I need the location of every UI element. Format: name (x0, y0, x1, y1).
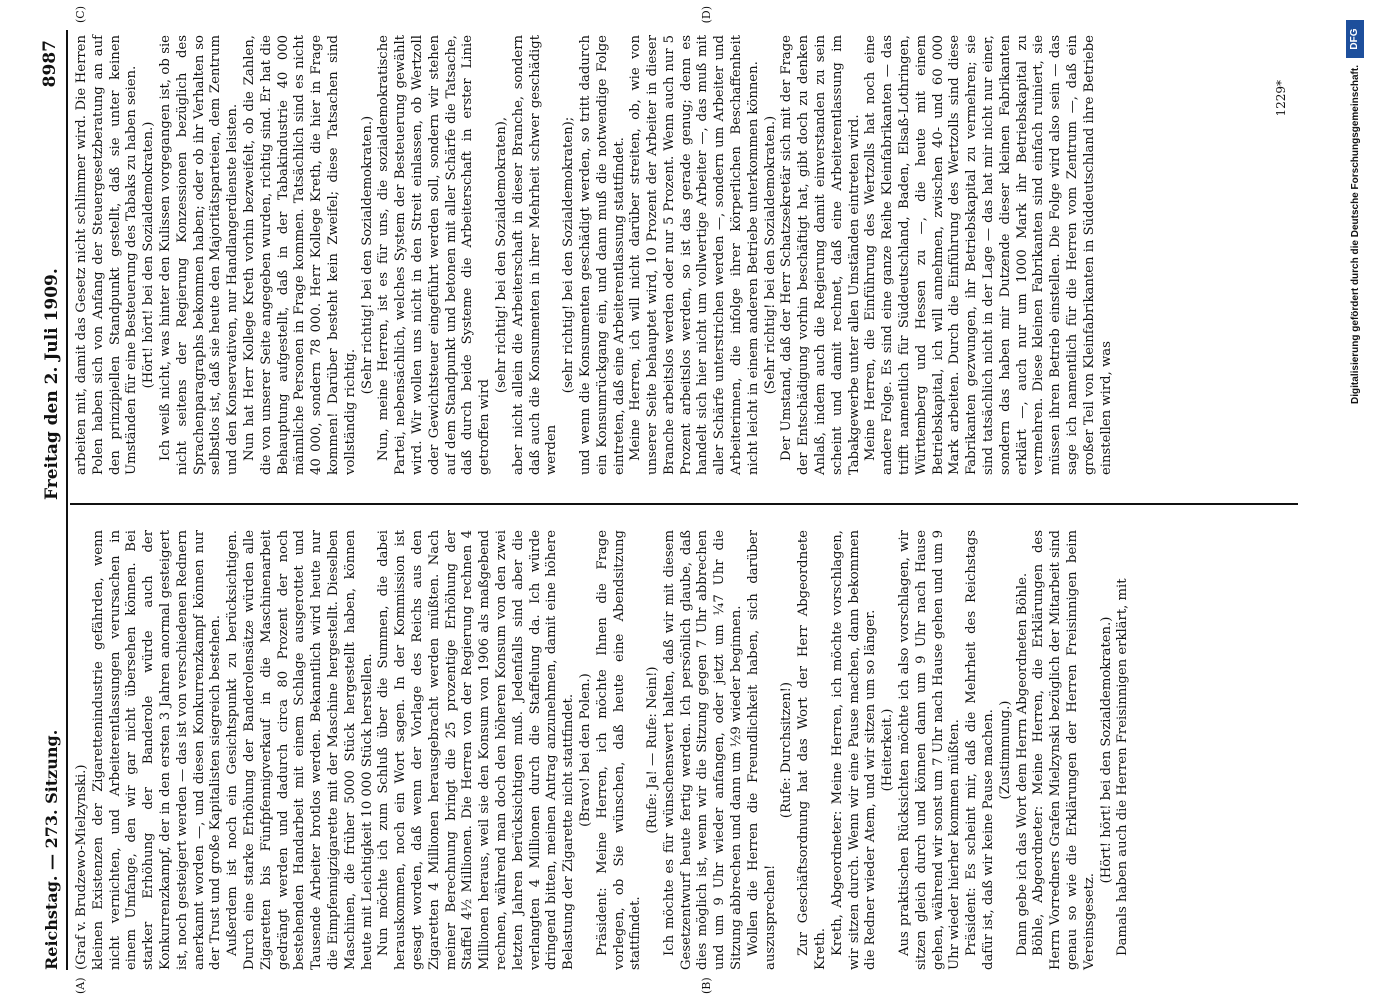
paragraph: Außerdem ist noch ein Gesichtspunkt zu berücksichtigen. Durch eine starke Erhöhung der Banderolensätze würden alle Zigaretten bis Fünfpfennigverkauf in die Maschinenarbeit gedrängt werden und dadurch circa 80 Prozent der noch bestehenden Handarbeit mit einem Schlage ausgerottet und Tausende Arbeiter brotlos werden. Bekanntlich wird heute nur die Eimpfennigzigarette mit der Maschine hergestellt. Dieselben Maschinen, die früher 5000 Stück hergestellt haben, können heute mit Leichtigkeit 10 000 Stück herstellen. (225, 530, 375, 970)
interjection: (Hört! hört! bei den Sozialdemokraten.) (1098, 616, 1114, 884)
paragraph: Damals haben auch die Herren Freisinnigen erklärt, mit (1115, 578, 1131, 956)
interjection: (Zustimmung.) (997, 700, 1013, 800)
paragraph: Böhle, Abgeordneter: Meine Herren, die Erklärungen des Herrn Vorredners Grafen Mielzynski bezüglich der Mitarbeit sind genau so wie die Erklärungen der Herren Freisinnigen beim Vereinsgesetz. (1031, 530, 1097, 970)
paragraph: Ich weiß nicht, was hinter den Kulissen vorgegangen ist, ob sie nicht seitens der Regierung Konzessionen bezüglich des Sprachenparagraphs bekommen haben; oder ob ihr Verhalten so selbstlos ist, daß sie heute den Majoritätsparteien, dem Zentrum und den Konservativen, nur Handlangerdienste leisten. (157, 35, 241, 475)
interjection: (Bravo! bei den Polen.) (577, 673, 593, 827)
header-date: Freitag den 2. Juli 1909. (42, 268, 62, 500)
header-left: Reichstag. — 273. Sitzung. (42, 729, 61, 970)
left-column (74, 530, 1132, 970)
paragraph: Dann gebe ich das Wort dem Herrn Abgeordneten Böhle. (1014, 572, 1030, 956)
paragraph: aber nicht allein die Arbeiterschaft in dieser Branche, sondern daß auch die Konsumenten in ihrer Mehrheit schwer geschädigt werden (510, 35, 560, 475)
paragraph: Nun, meine Herren, ist es für uns, die sozialdemokratische Partei, nebensächlich, welches System der Besteuerung gewählt wird. Wir wollen uns nicht in den Streit einlassen, ob Wertzoll oder Gewichtsteuer eingeführt werden soll, sondern wir stehen auf dem Standpunkt und betonen mit aller Schärfe die Tatsache, daß durch beide Systeme die Arbeiterschaft in erster Linie getroffen wird (376, 35, 493, 475)
column-divider (70, 503, 1298, 505)
paragraph: Präsident: Meine Herren, ich möchte Ihnen die Frage vorlegen, ob Sie wünschen, daß heute eine Abendsitzung stattfindet. (594, 530, 644, 970)
page-header (36, 30, 68, 970)
interjection: (Hört! hört! bei den Sozialdemokraten.) (141, 121, 157, 389)
paragraph: Der Umstand, daß der Herr Schatzsekretär sich mit der Frage der Entschädigung vorhin beschäftigt hat, gibt doch zu denken Anlaß, indem auch die Regierung damit einverstanden zu sein scheint und damit rechnet, daß eine Arbeiterentlassung im Tabakgewerbe unter allen Umständen eintreten wird. (779, 35, 862, 475)
paragraph: arbeiten mit, damit das Gesetz nicht schlimmer wird. Die Herren Polen haben sich von Anfang der Steuergesetzberatung an auf den prinzipiellen Standpunkt gestellt, daß sie unter keinen Umständen für eine Besteuerung des Tabaks zu haben seien. (74, 35, 140, 475)
interjection: (Sehr richtig! bei den Sozialdemokraten.) (359, 115, 375, 395)
paragraph: Ich möchte es für wünschenswert halten, daß wir mit diesem Gesetzentwurf heute fertig werden. Ich persönlich glaube, daß dies möglich ist, wenn wir die Sitzung gegen 7 Uhr abbrechen und um 9 Uhr wieder anfangen, oder jetzt um ¼7 Uhr die Sitzung abbrechen und dann um ½9 wieder beginnen. (661, 530, 745, 970)
right-column (74, 35, 1115, 475)
paragraph: und wenn die Konsumenten geschädigt werden, so tritt dadurch ein Konsumrückgang ein, und dann muß die notwendige Folge eintreten, daß eine Arbeiterentlassung stattfindet. (577, 35, 627, 475)
paragraph: Kreth, Abgeordneter: Meine Herren, ich möchte vorschlagen, wir sitzen durch. Wenn wir eine Pause machen, dann bekommen die Redner wieder Atem, und wir sitzen um so länger. (829, 530, 879, 970)
paragraph: Nun möchte ich zum Schluß über die Summen, die dabei herauskommen, noch ein Wort sagen. In der Kommission ist gesagt worden, daß wenn der Vorlage des Reichs aus den Zigaretten 4 Millionen herausgebracht werden müßten. Nach meiner Berechnung bringt die 25 prozentige Erhöhung der Staffel 4½ Millionen. Die Herren von der Regierung rechnen 4 Millionen heraus, weil sie den Konsum von 1906 als maßgebend rechnen, während man doch den höheren Konsum von den zwei letzten Jahren berücksichtigen muß. Jedenfalls sind aber die verlangten 4 Millionen durch die Staffelung da. Ich würde dringend bitten, meinen Antrag anzunehmen, damit eine höhere Belastung der Zigarette nicht stattfindet. (376, 530, 577, 970)
digitization-note: Digitalisierung gefördert durch die Deutsche Forschungsgemeinschaft. (1350, 65, 1361, 404)
paragraph: Aus praktischen Rücksichten möchte ich also vorschlagen, wir sitzen gleich durch und können dann um 9 Uhr nach Hause gehen, während wir sonst um 7 Uhr nach Hause gehen und um 9 Uhr wieder hierher kommen müßten. (897, 530, 963, 970)
margin-marker-a: (A) (74, 977, 87, 994)
paragraph: Zur Geschäftsordnung hat das Wort der Herr Abgeordnete Kreth. (796, 530, 829, 970)
page-signature: 1229* (1274, 80, 1288, 117)
interjection: (Sehr richtig! bei den Sozialdemokraten.) (762, 115, 778, 395)
margin-marker-b: (B) (700, 977, 713, 994)
interjection: (Rufe: Durchsitzen!) (779, 681, 795, 819)
dfg-logo: DFG (1346, 20, 1364, 58)
interjection: (Heiterkeit.) (880, 708, 896, 792)
paragraph: Wollen die Herren die Freundlichkeit haben, sich darüber auszusprechen! (745, 530, 778, 970)
paragraph: kleinen Existenzen der Zigarettenindustrie gefährden, wenn nicht vernichten, und Arbeiterentlassungen verursachen in einem Umfange, den wir gar nicht übersehen können. Bei starker Erhöhung der Banderole würde auch der Konkurrenzkampf, der in den ersten 3 Jahren anormal gesteigert ist, noch gesteigert werden — das ist von verschiedenen Rednern anerkannt worden —, und diesen Konkurrenzkampf können nur der Trust und große Kapitalisten siegreich bestehen. (90, 530, 224, 970)
interjection: (sehr richtig! bei den Sozialdemokraten); (561, 116, 577, 394)
margin-marker-d: (D) (700, 6, 713, 24)
digitization-footer (1342, 10, 1372, 990)
margin-marker-c: (C) (74, 6, 87, 23)
speaker-continuation: (Graf v. Brudzewo-Mielzynski.) (74, 764, 89, 970)
interjection: (Rufe: Ja! — Rufe: Nein!) (645, 666, 661, 834)
paragraph: Nun hat Herr Kollege Kreth vorhin bezweifelt, ob die Zahlen, die von unserer Seite angegeben wurden, richtig sind. Er hat die Behauptung aufgestellt, daß in der Tabakindustrie 40 000 männliche Personen in Frage kommen. Tatsächlich sind es nicht 40 000, sondern 78 000. Herr Kollege Kreth, die hier in Frage kommen! Darüber besteht kein Zweifel; diese Tatsachen sind vollständig richtig. (241, 35, 358, 475)
paragraph: Präsident: Es scheint mir, daß die Mehrheit des Reichstags dafür ist, daß wir keine Pause machen. (964, 530, 997, 970)
paragraph: Meine Herren, die Einführung des Wertzolls hat noch eine andere Folge. Es sind eine ganze Reihe Kleinfabrikanten — das trifft namentlich für Süddeutschland, Baden, Elsaß-Lothringen, Württemberg und Hessen zu —, die heute mit einem Betriebskapital, ich will annehmen, zwischen 40- und 60 000 Mark arbeiten. Durch die Einführung des Wertzolls sind diese Fabrikanten gezwungen, ihr Betriebskapital zu vermehren; sie sind tatsächlich nicht in der Lage — das hat mir nicht nur einer, sondern das haben mir Dutzende dieser kleinen Fabrikanten erklärt —, auch nur um 1000 Mark ihr Betriebskapital zu vermehren. Diese kleinen Fabrikanten sind einfach ruiniert, sie müssen ihren Betrieb einstellen. Die Folge wird also sein — das sage ich namentlich für die Herren vom Zentrum —, daß ein großer Teil von Kleinfabrikanten in Süddeutschland ihre Betriebe einstellen wird, was (863, 35, 1114, 475)
paragraph: Meine Herren, ich will nicht darüber streiten, ob, wie von unserer Seite behauptet wird, 10 Prozent der Arbeiter in dieser Branche arbeitslos werden oder nur 5 Prozent. Wenn auch nur 5 Prozent arbeitslos werden, so ist das gerade genug; denn es handelt sich hier nicht um vollwertige Arbeiter —, das muß mit aller Schärfe unterstrichen werden —, sondern um Arbeiter und Arbeiterinnen, die infolge ihrer körperlichen Beschaffenheit nicht leicht in einem anderen Betriebe unterkommen können. (628, 35, 761, 475)
page-number: 8987 (40, 40, 60, 88)
interjection: (sehr richtig! bei den Sozialdemokraten), (493, 116, 509, 394)
